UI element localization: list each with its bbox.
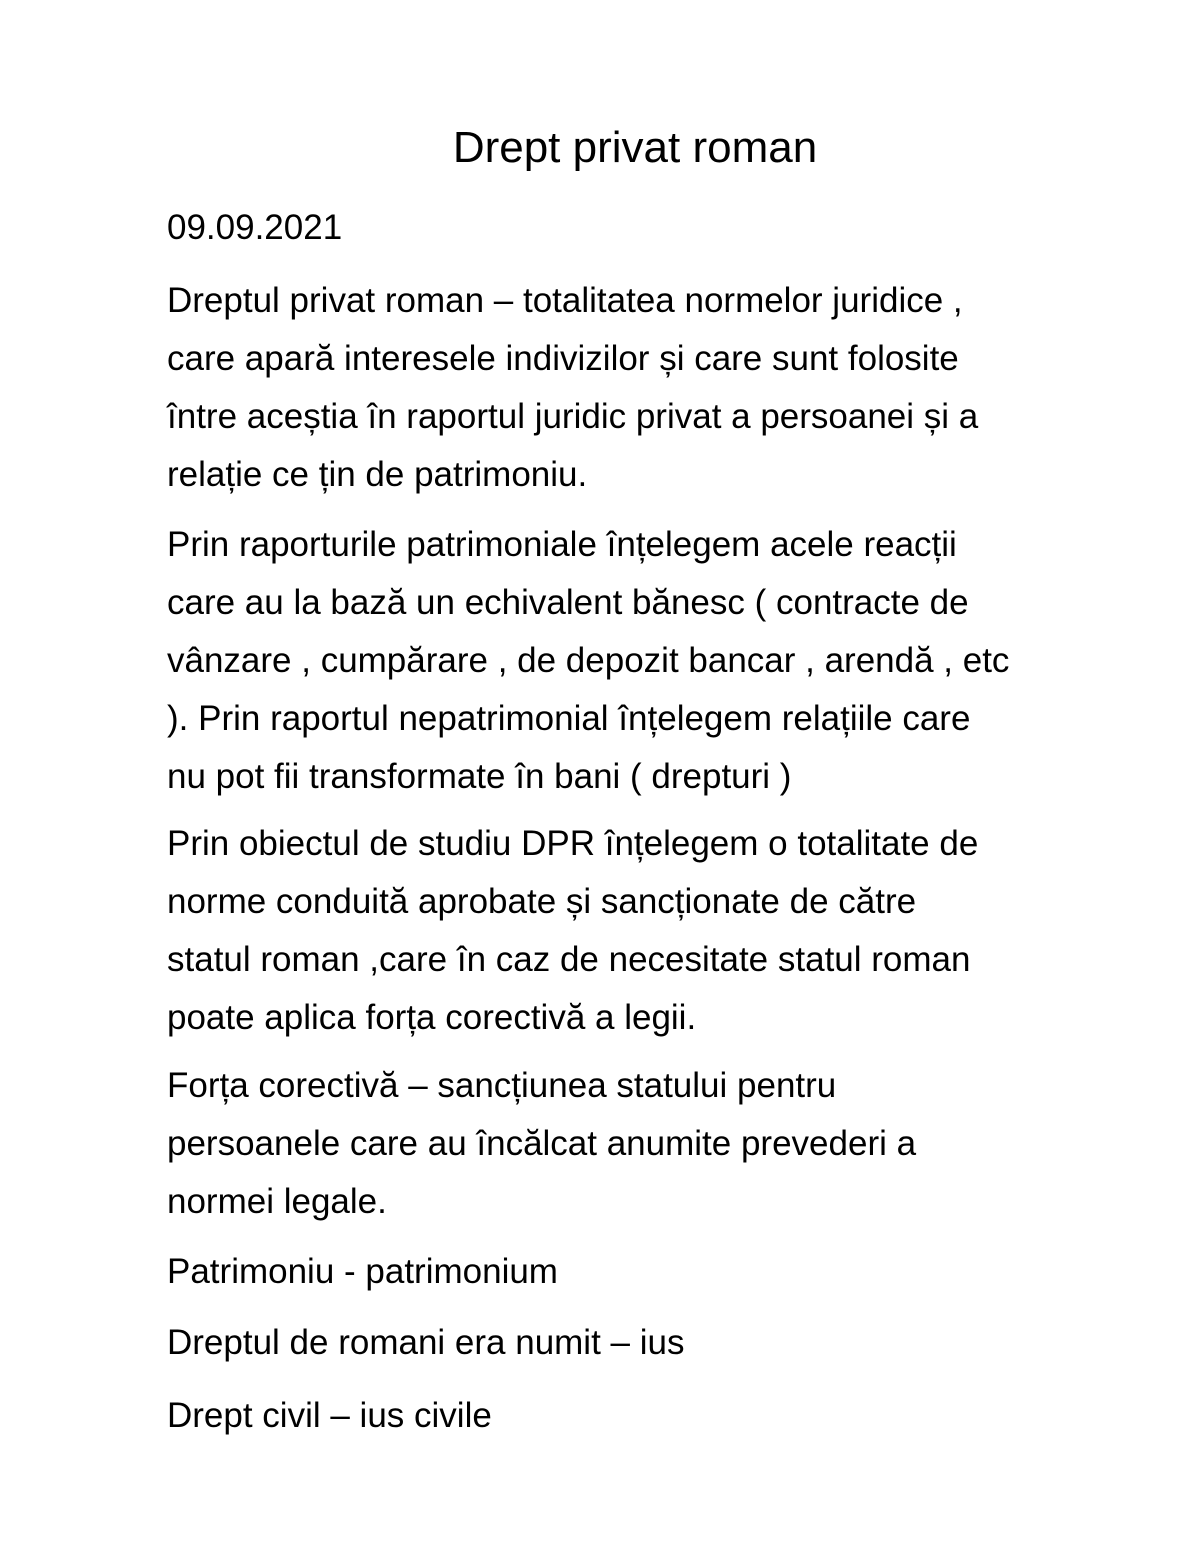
paragraph-line: Patrimoniu - patrimonium: [167, 1252, 558, 1291]
paragraph-definition: [167, 272, 1127, 504]
paragraph-line: Drept civil – ius civile: [167, 1396, 492, 1435]
paragraph-patrimonial: [167, 516, 1127, 806]
paragraph-line: Dreptul de romani era numit – ius: [167, 1323, 685, 1362]
paragraph-line: ). Prin raportul nepatrimonial înțelegem relațiile care: [167, 699, 971, 738]
paragraph-line: între aceștia în raportul juridic privat a persoanei și a: [167, 397, 979, 436]
paragraph-line: nu pot fii transformate în bani ( drepturi ): [167, 757, 792, 796]
paragraph-line: Prin obiectul de studiu DPR înțelegem o totalitate de: [167, 824, 979, 863]
document-title: Drept privat roman: [452, 123, 818, 172]
paragraph-line: statul roman ,care în caz de necesitate statul roman: [167, 940, 971, 979]
paragraph-line: Prin raporturile patrimoniale înțelegem acele reacții: [167, 525, 957, 564]
paragraph-line: norme conduită aprobate și sancționate de către: [167, 882, 917, 921]
paragraph-line: relație ce țin de patrimoniu.: [167, 455, 588, 494]
paragraph-line: Forța corectivă – sancțiunea statului pentru: [167, 1066, 837, 1105]
paragraph-line: vânzare , cumpărare , de depozit bancar , arendă , etc: [167, 641, 1010, 680]
paragraph-line: Dreptul privat roman – totalitatea normelor juridice ,: [167, 281, 963, 320]
paragraph-object-of-study: [167, 815, 1127, 1047]
paragraph-line: poate aplica forța corectivă a legii.: [167, 998, 697, 1037]
paragraph-line: normei legale.: [167, 1182, 387, 1221]
paragraph-patrimonium: [167, 1243, 1127, 1301]
paragraph-line: care au la bază un echivalent bănesc ( contracte de: [167, 583, 969, 622]
paragraph-line: persoanele care au încălcat anumite prevederi a: [167, 1124, 917, 1163]
paragraph-ius-civile: [167, 1387, 1127, 1445]
paragraph-corrective-force: [167, 1057, 1127, 1231]
paragraph-ius: [167, 1314, 1127, 1372]
paragraph-line: care apară interesele indivizilor și care sunt folosite: [167, 339, 959, 378]
document-date: 09.09.2021: [167, 208, 343, 247]
